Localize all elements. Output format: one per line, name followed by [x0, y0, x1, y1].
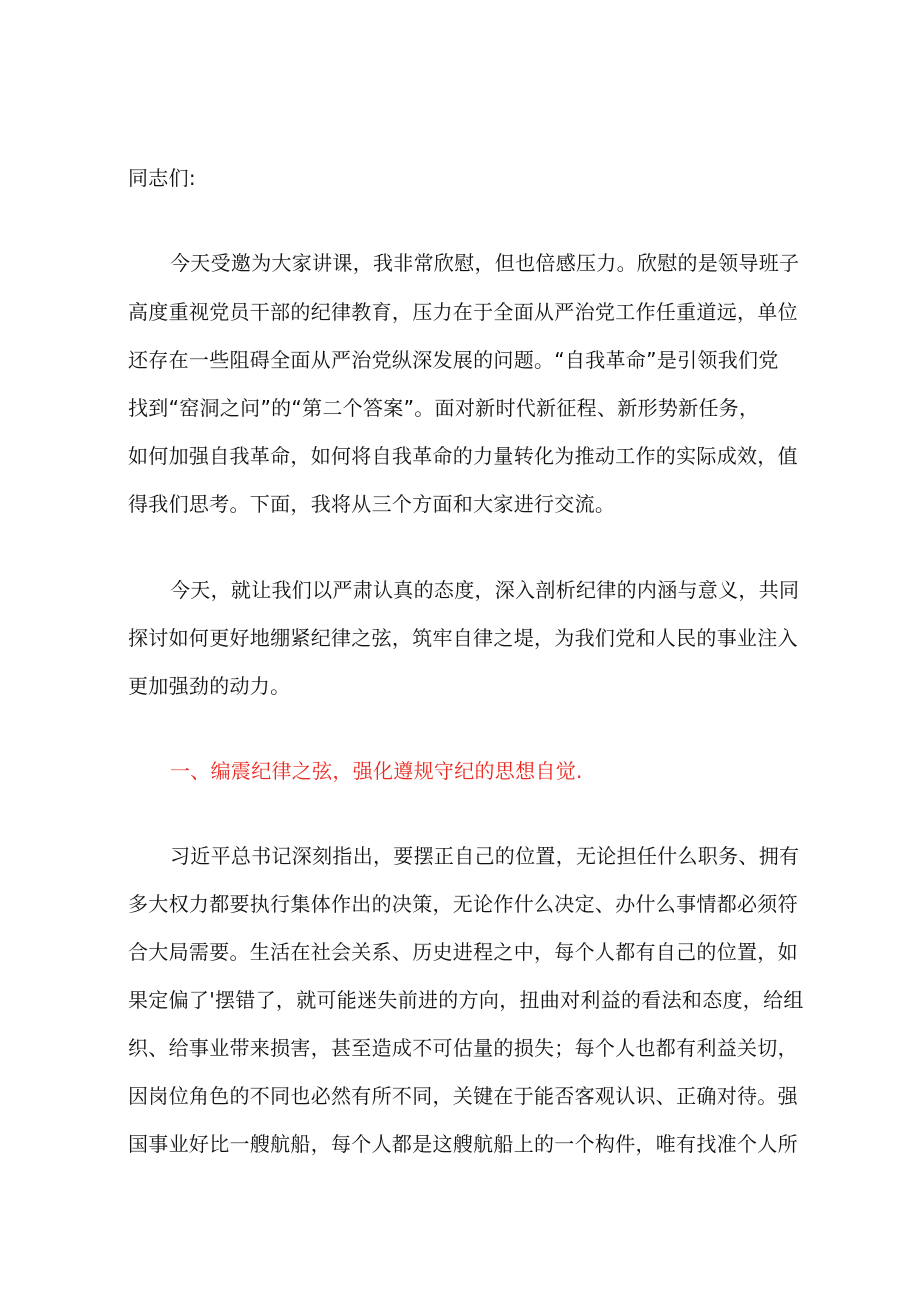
para1-line-4: 找到“窑洞之问”的“第二个答案”。面对新时代新征程、新形势新任务，	[128, 396, 760, 420]
para1-line-2: 高度重视党员干部的纪律教育，压力在于全面从严治党工作任重道远，单位	[128, 300, 798, 324]
para3-line-3: 合大局需要。生活在社会关系、历史进程之中，每个人都有自己的位置，如	[128, 940, 798, 964]
para3-line-1: 习近平总书记深刻指出，要摆正自己的位置，无论担任什么职务、拥有	[170, 844, 800, 868]
para1-line-3: 还存在一些阻碍全面从严治党纵深发展的问题。“自我革命”是引领我们党	[128, 348, 779, 372]
para2-line-1: 今天，就让我们以严肃认真的态度，深入剖析纪律的内涵与意义，共同	[170, 578, 800, 602]
salutation: 同志们:	[128, 166, 196, 190]
para2-line-2: 探讨如何更好地绷紧纪律之弦，筑牢自律之堤，为我们党和人民的事业注入	[128, 626, 798, 650]
section-heading-1: 一、编震纪律之弦，强化遵规守纪的思想自觉.	[170, 759, 583, 783]
para3-line-6: 因岗位角色的不同也必然有所不同，关键在于能否客观认识、正确对待。强	[128, 1084, 798, 1108]
para1-line-6: 得我们思考。下面，我将从三个方面和大家进行交流。	[128, 492, 616, 516]
para3-line-7: 国事业好比一艘航船，每个人都是这艘航船上的一个构件，唯有找准个人所	[128, 1132, 798, 1156]
para1-line-1: 今天受邀为大家讲课，我非常欣慰，但也倍感压力。欣慰的是领导班子	[170, 251, 800, 275]
para3-line-4: 果定偏了'摆错了，就可能迷失前进的方向，扭曲对利益的看法和态度，给组	[128, 988, 804, 1012]
para2-line-3: 更加强劲的动力。	[128, 674, 291, 698]
para1-line-5: 如何加强自我革命，如何将自我革命的力量转化为推动工作的实际成效，值	[128, 444, 798, 468]
para3-line-2: 多大权力都要执行集体作出的决策，无论作什么决定、办什么事情都必须符	[128, 892, 798, 916]
para3-line-5: 织、给事业带来损害，甚至造成不可估量的损失；每个人也都有利益关切，	[128, 1036, 798, 1060]
